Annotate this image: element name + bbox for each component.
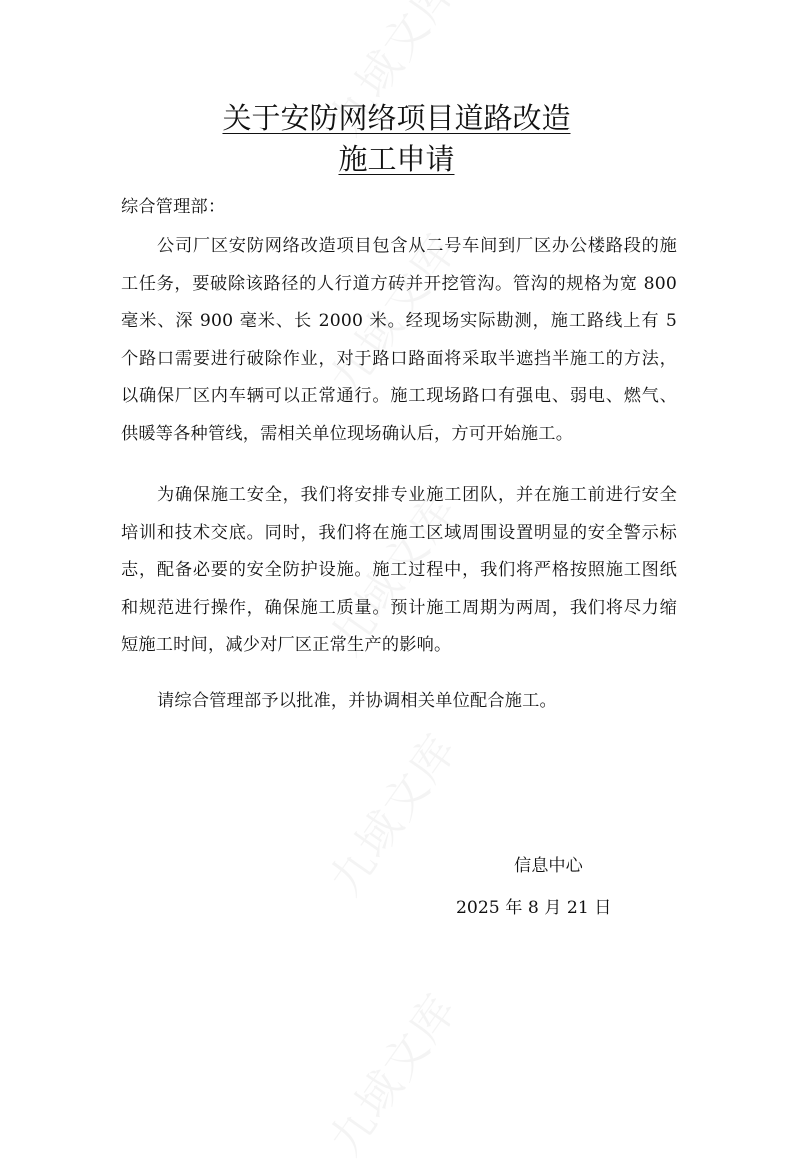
salutation: 综合管理部： bbox=[121, 197, 226, 217]
watermark bbox=[306, 972, 473, 1172]
title-text: 关于安防网络项目道路改造 bbox=[222, 101, 571, 135]
signature-date: 2025 年 8 月 21 日 bbox=[456, 898, 612, 918]
body-paragraph-3: 请综合管理部予以批准，并协调相关单位配合施工。 bbox=[157, 691, 557, 711]
body-paragraph-2: 为确保施工安全，我们将安排专业施工团队，并在施工前进行安全培训和技术交底。同时，我们将在施工区域周围设置明显的安全警示标志，配备必要的安全防护设施。施工过程中，我们将严格按照施工图纸和规范进行操作，确保施工质量。预计施工周期为两周，我们将尽力缩短施工时间，减少对厂区正常生产的影响。 bbox=[121, 485, 677, 655]
title-text: 施工申请 bbox=[338, 142, 455, 176]
document-title-line-2 bbox=[0, 140, 793, 178]
signature-organization: 信息中心 bbox=[514, 856, 583, 876]
watermark bbox=[306, 712, 473, 913]
body-paragraph-1: 公司厂区安防网络改造项目包含从二号车间到厂区办公楼路段的施工任务，要破除该路径的人行道方砖并开挖管沟。管沟的规格为宽 800 毫米、深 900 毫米、长 2000 米。经现场实际勘测，施工路线上有 5 个路口需要进行破除作业，对于路口路面将采取半遮挡半施工的方法，以确保厂区内车辆可以正常通行。施工现场路口有强电、弱电、燃气、供暖等各种管线，需相关单位现场确认后，方可开始施工。 bbox=[121, 236, 677, 444]
document-title-line-1 bbox=[0, 99, 793, 137]
